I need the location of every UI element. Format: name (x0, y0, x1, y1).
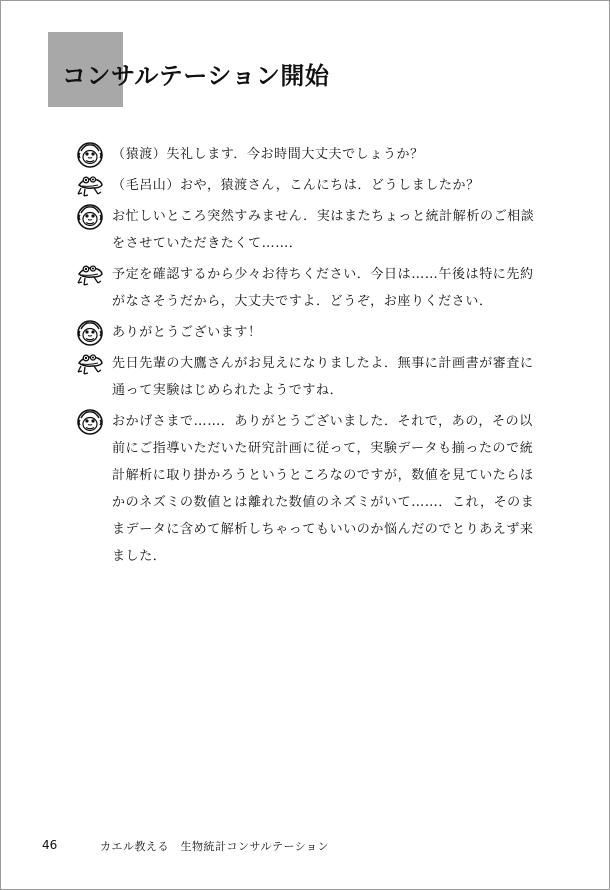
dialog-turn-frog (76, 172, 546, 199)
dialog-turn-monkey (76, 319, 546, 346)
section-title: コンサルテーション開始 (62, 62, 330, 90)
dialog-line: おかげさまで……．ありがとうございました．それで，あの，その以 (112, 414, 533, 429)
dialog-line: 計解析に取り掛かろうというところなのですが，数値を見ていたらほ (112, 468, 534, 483)
dialog-turn-monkey (76, 203, 546, 257)
dialog-line: 予定を確認するから少々お待ちください．今日は……午後は特に先約 (112, 267, 534, 282)
monkey-face-icon (76, 203, 104, 231)
dialog-line: 先日先輩の大鷹さんがお見えになりましたよ．無事に計画書が審査に (112, 356, 534, 371)
monkey-face-icon (76, 408, 104, 436)
dialog-turn-monkey (76, 408, 546, 570)
dialog-turn-monkey (76, 141, 546, 168)
frog-icon (76, 261, 104, 289)
running-title: カエル教える 生物統計コンサルテーション (100, 840, 330, 853)
monkey-face-icon (76, 319, 104, 347)
dialog-turn-frog (76, 261, 546, 315)
monkey-face-icon (76, 141, 104, 169)
page-number: 46 (42, 838, 58, 852)
dialog-line: をさせていただきたくて……． (112, 236, 303, 251)
frog-icon (76, 172, 104, 200)
dialog-line: がなさそうだから，大丈夫ですよ．どうぞ，お座りください． (112, 294, 493, 309)
dialog-line: ありがとうございます！ (112, 325, 262, 340)
frog-icon (76, 350, 104, 378)
dialog-line: まデータに含めて解析しちゃってもいいのか悩んだのでとりあえず来 (112, 522, 534, 537)
dialog-line: （毛呂山）おや，猿渡さん，こんにちは．どうしましたか？ (112, 178, 480, 193)
dialog-line: 通って実験はじめられたようですね． (112, 383, 344, 398)
dialog-turn-frog (76, 350, 546, 404)
dialog-line: （猿渡）失礼します．今お時間大丈夫でしょうか？ (112, 147, 424, 162)
dialog-line: かのネズミの数値とは離れた数値のネズミがいて……．これ，そのま (112, 495, 535, 510)
dialog-line: お忙しいところ突然すみません．実はまたちょっと統計解析のご相談 (112, 209, 535, 224)
dialog-line: ました． (112, 549, 167, 564)
dialog-line: 前にご指導いただいた研究計画に従って，実験データも揃ったので統 (112, 441, 534, 456)
dialog (76, 141, 546, 574)
